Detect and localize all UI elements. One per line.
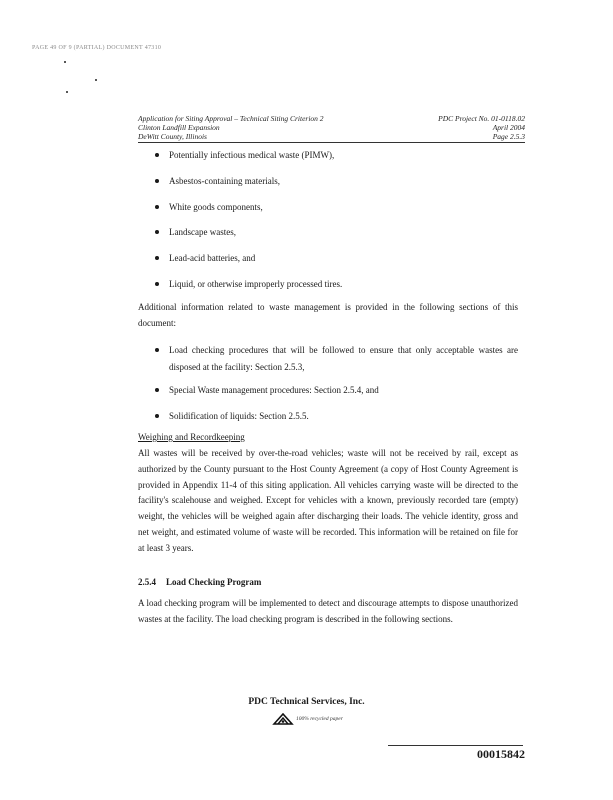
waste-type-list <box>155 149 342 304</box>
bullet-icon <box>155 348 159 352</box>
fax-transmission-header: PAGE 49 OF 9 (PARTIAL) DOCUMENT 47310 <box>32 45 162 51</box>
bates-divider <box>388 745 523 746</box>
recycled-paper-note: 100% recycled paper <box>296 716 343 722</box>
bullet-icon <box>155 230 159 234</box>
weighing-paragraph: All wastes will be received by over-the-road vehicles; waste will not be received by rail, except as authorized by the County pursuant to the Host County Agreement (a copy of Host County Agreement is provided in Appendix 11-4 of this siting application. All vehicles carrying waste will be directed to the facility's scalehouse and weighed. Except for vehicles with a known, previously recorded tare (empty) weight, the vehicles will be weighed again after discharging their loads. The vehicle identity, gross and net weight, and estimated volume of waste will be recorded. This information will be retained on file for at least 3 years. <box>138 448 518 553</box>
scan-speck <box>66 91 68 93</box>
running-header-left <box>138 114 324 141</box>
bullet-icon <box>155 179 159 183</box>
header-document-title: Application for Siting Approval – Technical Siting Criterion 2 <box>138 114 324 123</box>
bullet-icon <box>155 282 159 286</box>
list-item: Landscape wastes, <box>155 226 342 252</box>
header-project-number: PDC Project No. 01-0118.02 <box>438 114 525 123</box>
list-item: Liquid, or otherwise improperly processed tires. <box>155 278 342 304</box>
section-heading <box>138 577 261 587</box>
header-location: DeWitt County, Illinois <box>138 132 207 141</box>
bullet-icon <box>155 205 159 209</box>
header-date: April 2004 <box>492 123 525 132</box>
header-page-number: Page 2.5.3 <box>492 132 525 141</box>
recycle-logo-icon <box>272 713 294 725</box>
list-item: Potentially infectious medical waste (PIMW), <box>155 149 342 175</box>
bullet-icon <box>155 414 159 418</box>
list-item: Asbestos-containing materials, <box>155 175 342 201</box>
list-item: Special Waste management procedures: Section 2.5.4, and <box>155 382 518 408</box>
list-item: Lead-acid batteries, and <box>155 252 342 278</box>
scan-speck <box>64 61 66 63</box>
section-number: 2.5.4 <box>138 577 156 587</box>
section-reference-list <box>155 342 518 425</box>
bates-number: 00015842 <box>477 747 525 761</box>
intro-paragraph: Additional information related to waste management is provided in the following sections of this document: <box>138 302 518 328</box>
list-item: Load checking procedures that will be followed to ensure that only acceptable wastes are disposed at the facility: Section 2.5.3, <box>155 342 518 382</box>
bullet-icon <box>155 388 159 392</box>
section-title: Load Checking Program <box>166 577 262 587</box>
header-project-name: Clinton Landfill Expansion <box>138 123 220 132</box>
running-header-right <box>438 114 525 141</box>
footer-company-name: PDC Technical Services, Inc. <box>248 697 365 707</box>
bullet-icon <box>155 153 159 157</box>
bullet-icon <box>155 256 159 260</box>
list-item: White goods components, <box>155 201 342 227</box>
load-checking-paragraph: A load checking program will be implemented to detect and discourage attempts to dispose unauthorized wastes at the facility. The load checking program is described in the following sections. <box>138 598 518 624</box>
list-item: Solidification of liquids: Section 2.5.5. <box>155 408 518 425</box>
header-divider <box>138 142 525 143</box>
scan-speck <box>95 79 97 81</box>
weighing-subheading: Weighing and Recordkeeping <box>138 432 245 442</box>
